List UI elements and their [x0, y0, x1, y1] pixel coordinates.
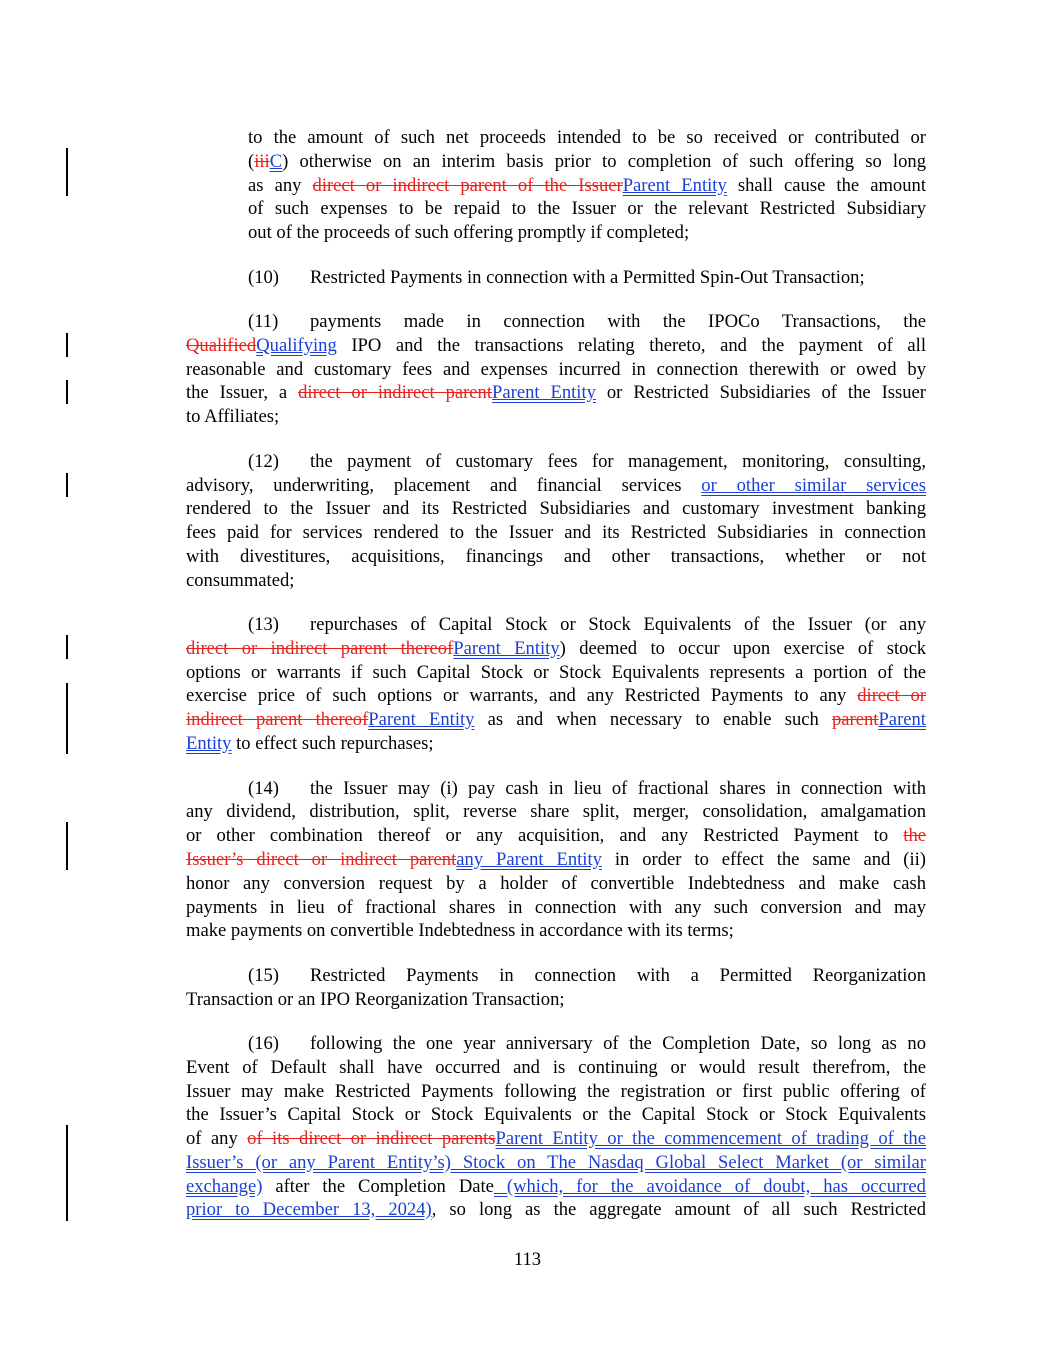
inserted-text: C: [269, 151, 283, 172]
deleted-text: direct or: [857, 685, 926, 706]
text-line: the Issuer’s Capital Stock or Stock Equivalents or the Capital Stock or Stock Equivalents: [186, 1104, 926, 1125]
text-line: Transaction or an IPO Reorganization Transaction;: [186, 989, 565, 1010]
inserted-text: Parent Entity: [622, 175, 727, 196]
text-line: of such expenses to be repaid to the Issuer or the relevant Restricted Subsidiary: [248, 198, 926, 219]
clause-13: (13) repurchases of Capital Stock or Stock Equivalents of the Issuer (or any: [248, 614, 926, 635]
deleted-text: Issuer’s direct or indirect parent: [186, 849, 457, 870]
change-bar: [66, 635, 68, 659]
deleted-text: direct or indirect parent: [298, 382, 493, 403]
inserted-text: Parent Entity: [492, 382, 596, 403]
clause-number: (16): [248, 1033, 279, 1054]
deleted-text: of its direct or indirect parents: [247, 1128, 496, 1149]
change-bar: [66, 380, 68, 404]
clause-10: (10) Restricted Payments in connection with a Permitted Spin-Out Transaction;: [248, 267, 865, 288]
change-bar: [66, 473, 68, 497]
text-line: to Affiliates;: [186, 406, 280, 427]
inserted-text: any Parent Entity: [456, 849, 602, 870]
clause-number: (12): [248, 451, 279, 472]
clause-14: (14) the Issuer may (i) pay cash in lieu of fractional shares in connection with: [248, 778, 926, 799]
change-bar: [66, 1125, 68, 1221]
text-line: fees paid for services rendered to the Issuer and its Restricted Subsidiaries in connection: [186, 522, 926, 543]
text-line: [186, 1151, 926, 1175]
text-line: honor any conversion request by a holder of convertible Indebtedness and make cash: [186, 873, 926, 894]
text-line: Event of Default shall have occurred and is continuing or would result therefrom, the: [186, 1057, 926, 1078]
clause-12: (12) the payment of customary fees for management, monitoring, consulting,: [248, 451, 926, 472]
text-line: make payments on convertible Indebtedness in accordance with its terms;: [186, 920, 734, 941]
text-line: exchange) after the Completion Date (which, for the avoidance of doubt, has occurred: [186, 1176, 926, 1197]
text-line: of any of its direct or indirect parentsParent Entity or the commencement of trading of the: [186, 1128, 926, 1149]
text-line: Issuer may make Restricted Payments following the registration or first public offering of: [186, 1081, 926, 1102]
inserted-text: (which, for the avoidance of doubt, has occurred: [493, 1176, 926, 1197]
inserted-text: Parent Entity or the commencement of trading of the: [495, 1128, 926, 1149]
text-line: to the amount of such net proceeds intended to be so received or contributed or: [248, 127, 926, 148]
text-line: direct or indirect parent thereofParent Entity) deemed to occur upon exercise of stock: [186, 638, 926, 659]
text-line: QualifiedQualifying IPO and the transactions relating thereto, and the payment of all: [186, 335, 926, 356]
change-bar: [66, 683, 68, 754]
clause-number: (15): [248, 965, 279, 986]
inserted-text: Parent Entity: [368, 709, 475, 730]
clause-15: (15) Restricted Payments in connection with a Permitted Reorganization: [248, 965, 926, 986]
text-line: exercise price of such options or warrants, and any Restricted Payments to any direct or: [186, 685, 926, 706]
change-bar: [66, 822, 68, 870]
inserted-text: exchange): [186, 1176, 263, 1197]
text-line: Issuer’s direct or indirect parentany Parent Entity in order to effect the same and (ii): [186, 849, 926, 870]
change-bar: [66, 333, 68, 357]
deleted-text: parent: [832, 709, 879, 730]
text-line: with divestitures, acquisitions, financings and other transactions, whether or not: [186, 546, 926, 567]
text-line: consummated;: [186, 570, 295, 591]
inserted-text: prior to December 13, 2024): [186, 1199, 432, 1220]
inserted-text: Parent: [878, 709, 926, 730]
clause-number: (11): [248, 311, 279, 332]
deleted-text: the: [903, 825, 926, 846]
text-line: out of the proceeds of such offering promptly if completed;: [248, 222, 690, 243]
clause-number: (14): [248, 778, 279, 799]
deleted-text: direct or indirect parent thereof: [186, 638, 454, 659]
text-line: reasonable and customary fees and expenses incurred in connection therewith or owed by: [186, 359, 926, 380]
deleted-text: direct or indirect parent of the Issuer: [312, 175, 623, 196]
text-line: as any direct or indirect parent of the IssuerParent Entity shall cause the amount: [248, 175, 926, 196]
inserted-text: Parent Entity: [453, 638, 560, 659]
text-line: indirect parent thereofParent Entity as and when necessary to enable such parentParent: [186, 709, 926, 730]
deleted-text: iii: [254, 151, 270, 172]
clause-11: (11) payments made in connection with the IPOCo Transactions, the: [248, 311, 926, 332]
text-line: (iiiC) otherwise on an interim basis prior to completion of such offering so long: [248, 151, 926, 172]
clause-16: (16) following the one year anniversary of the Completion Date, so long as no: [248, 1033, 926, 1054]
inserted-text: or other similar services: [701, 475, 926, 496]
inserted-text: Entity: [186, 733, 232, 754]
text-line: any dividend, distribution, split, reverse share split, merger, consolidation, amalgamation: [186, 801, 926, 822]
page-number: 113: [513, 1249, 542, 1270]
text-line: prior to December 13, 2024), so long as the aggregate amount of all such Restricted: [186, 1199, 927, 1220]
deleted-text: Qualified: [186, 335, 257, 356]
deleted-text: indirect parent thereof: [186, 709, 369, 730]
inserted-text: Issuer’s (or any Parent Entity’s) Stock on The Nasdaq Global Select Market (or similar: [186, 1152, 926, 1173]
text-line: the Issuer, a direct or indirect parentParent Entity or Restricted Subsidiaries of the Issuer: [186, 382, 926, 403]
inserted-text: Qualifying: [256, 335, 337, 356]
change-bar: [66, 148, 68, 196]
text-line: Entity to effect such repurchases;: [186, 733, 434, 754]
text-line: options or warrants if such Capital Stock or Stock Equivalents represents a portion of the: [186, 662, 926, 683]
clause-number: (10): [248, 267, 279, 288]
text-line: rendered to the Issuer and its Restricted Subsidiaries and customary investment banking: [186, 498, 926, 519]
clause-number: (13): [248, 614, 279, 635]
text-line: payments in lieu of fractional shares in connection with any such conversion and may: [186, 897, 926, 918]
text-line: or other combination thereof or any acquisition, and any Restricted Payment to the: [186, 825, 926, 846]
text-line: advisory, underwriting, placement and financial services or other similar services: [186, 475, 926, 496]
